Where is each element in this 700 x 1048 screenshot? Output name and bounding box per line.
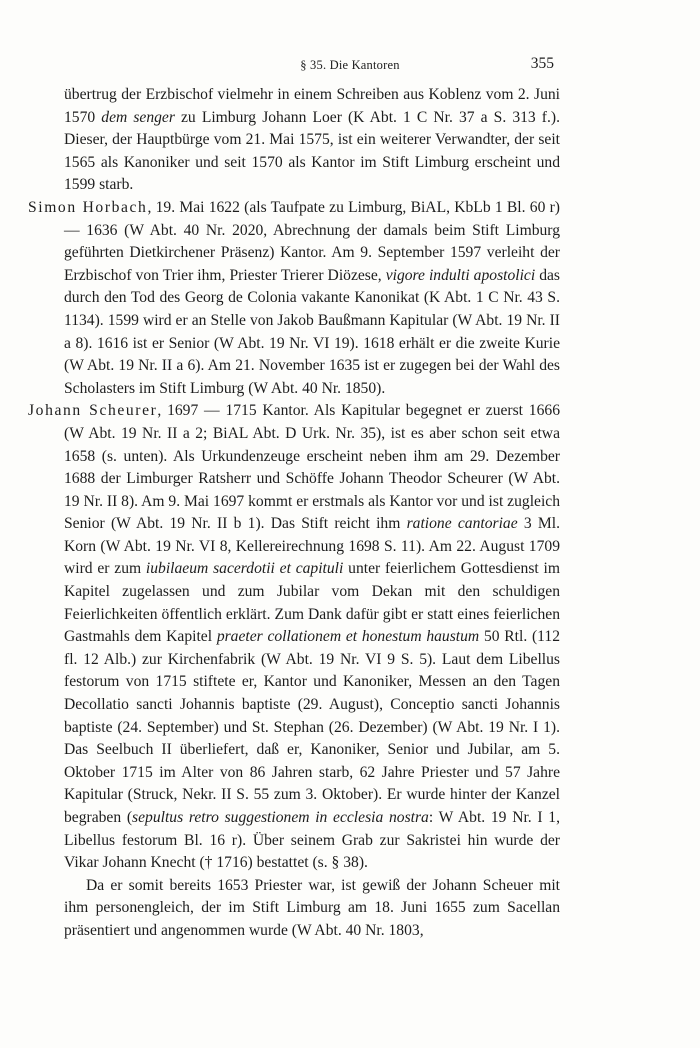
latin-phrase: vigore indulti apostolici [385,266,536,284]
latin-phrase: sepultus retro suggestionem in ecclesia nostra [132,809,429,826]
latin-phrase: praeter collationem et honestum haustum [216,628,480,646]
entry-name: Johann Scheurer [28,402,158,420]
body-text [28,84,560,943]
entry-simon-horbach: Simon Horbach, 19. Mai 1622 (als Taufpate zu Limburg, BiAL, KbLb 1 Bl. 60 r) — 1636 (W Abt. 40 Nr. 2020, Abrechnung der damals beim Stift Limburg geführten Dietkirchener Präsenz) Kantor. Am 9. September 1597 verleiht der Erzbischof von Trier ihm, Priester Trierer Diözese, vigore indulti apostolici das durch den Tod des Georg de Colonia vakante Kanonikat (K Abt. 1 C Nr. 43 S. 1134). 1599 wird er an Stelle von Jakob Baußmann Kapitular (W Abt. 19 Nr. II a 8). 1616 ist er Senior (W Abt. 19 Nr. VI 19). 1618 erhält er die zweite Kurie (W Abt. 19 Nr. II a 6). Am 21. November 1635 ist er zugegen bei der Wahl des Scholasters im Stift Limburg (W Abt. 40 Nr. 1850). [28,198,560,397]
page-number: 355 [530,55,554,72]
paragraph-final: Da er somit bereits 1653 Priester war, ist gewiß der Johann Scheuer mit ihm personengleich, der im Stift Limburg am 18. Juni 1655 zum Sacellan präsentiert und angenommen wurde (W Abt. 40 Nr. 1803, [64,876,560,939]
entry-name: Simon Horbach [28,198,148,216]
latin-phrase: iubilaeum sacerdotii et capituli [145,560,344,578]
latin-phrase: dem senger [101,108,175,126]
entry-johann-scheurer: Johann Scheurer, 1697 — 1715 Kantor. Als Kapitular begegnet er zuerst 1666 (W Abt. 19 Nr. II a 2; BiAL Abt. D Urk. Nr. 35), ist es aber schon seit etwa 1658 (s. unten). Als Urkundenzeuge erscheint neben ihm am 29. Dezember 1688 der Limburger Ratsherr und Schöffe Johann Theodor Scheurer (W Abt. 19 Nr. II 8). Am 9. Mai 1697 kommt er erstmals als Kantor vor und ist zugleich Senior (W Abt. 19 Nr. II b 1). Das Stift reicht ihm ratione cantoriae 3 Ml. Korn (W Abt. 19 Nr. VI 8, Kellereirechnung 1698 S. 11). Am 22. August 1709 wird er zum iubilaeum sacerdotii et capituli unter feierlichem Gottesdienst im Kapitel zugelassen und zum Jubilar vom Dekan mit den schuldigen Feierlichkeiten öffentlich erklärt. Zum Dank dafür gibt er statt eines feierlichen Gastmahls dem Kapitel praeter collationem et honestum haustum 50 Rtl. (112 fl. 12 Alb.) zur Kirchenfabrik (W Abt. 19 Nr. VI 9 S. 5). Laut dem Libellus festorum von 1715 stiftete er, Kantor und Kanoniker, Messen an den Tagen Decollatio sancti Johannis baptiste (29. August), Conceptio sancti Johannis baptiste (24. September) und St. Stephan (26. Dezember) (W Abt. 19 Nr. I 1). Das Seelbuch II überliefert, daß er, Kanoniker, Senior und Jubilar, am 5. Oktober 1715 im Alter von 86 Jahren starb, 62 Jahre Priester und 57 Jahre Kapitular (Struck, Nekr. II S. 55 zum 3. Oktober). Er wurde hinter der Kanzel begraben (sepultus retro suggestionem in ecclesia nostra: W Abt. 19 Nr. I 1, Libellus festorum Bl. 16 r). Über seinem Grab zur Sakristei hin wurde der Vikar Johann Knecht († 1716) bestattet (s. § 38). [28,402,560,872]
running-title: § 35. Die Kantoren [300,58,400,72]
latin-phrase: ratione cantoriae [406,515,518,533]
paragraph-continuation: übertrug der Erzbischof vielmehr in einem Schreiben aus Koblenz vom 2. Juni 1570 dem senger zu Limburg Johann Loer (K Abt. 1 C Nr. 37 a S. 313 f.). Dieser, der Hauptbürge vom 21. Mai 1575, ist ein weiterer Verwandter, der seit 1565 als Kanoniker und seit 1570 als Kantor im Stift Limburg erscheint und 1599 starb. [64,86,560,194]
